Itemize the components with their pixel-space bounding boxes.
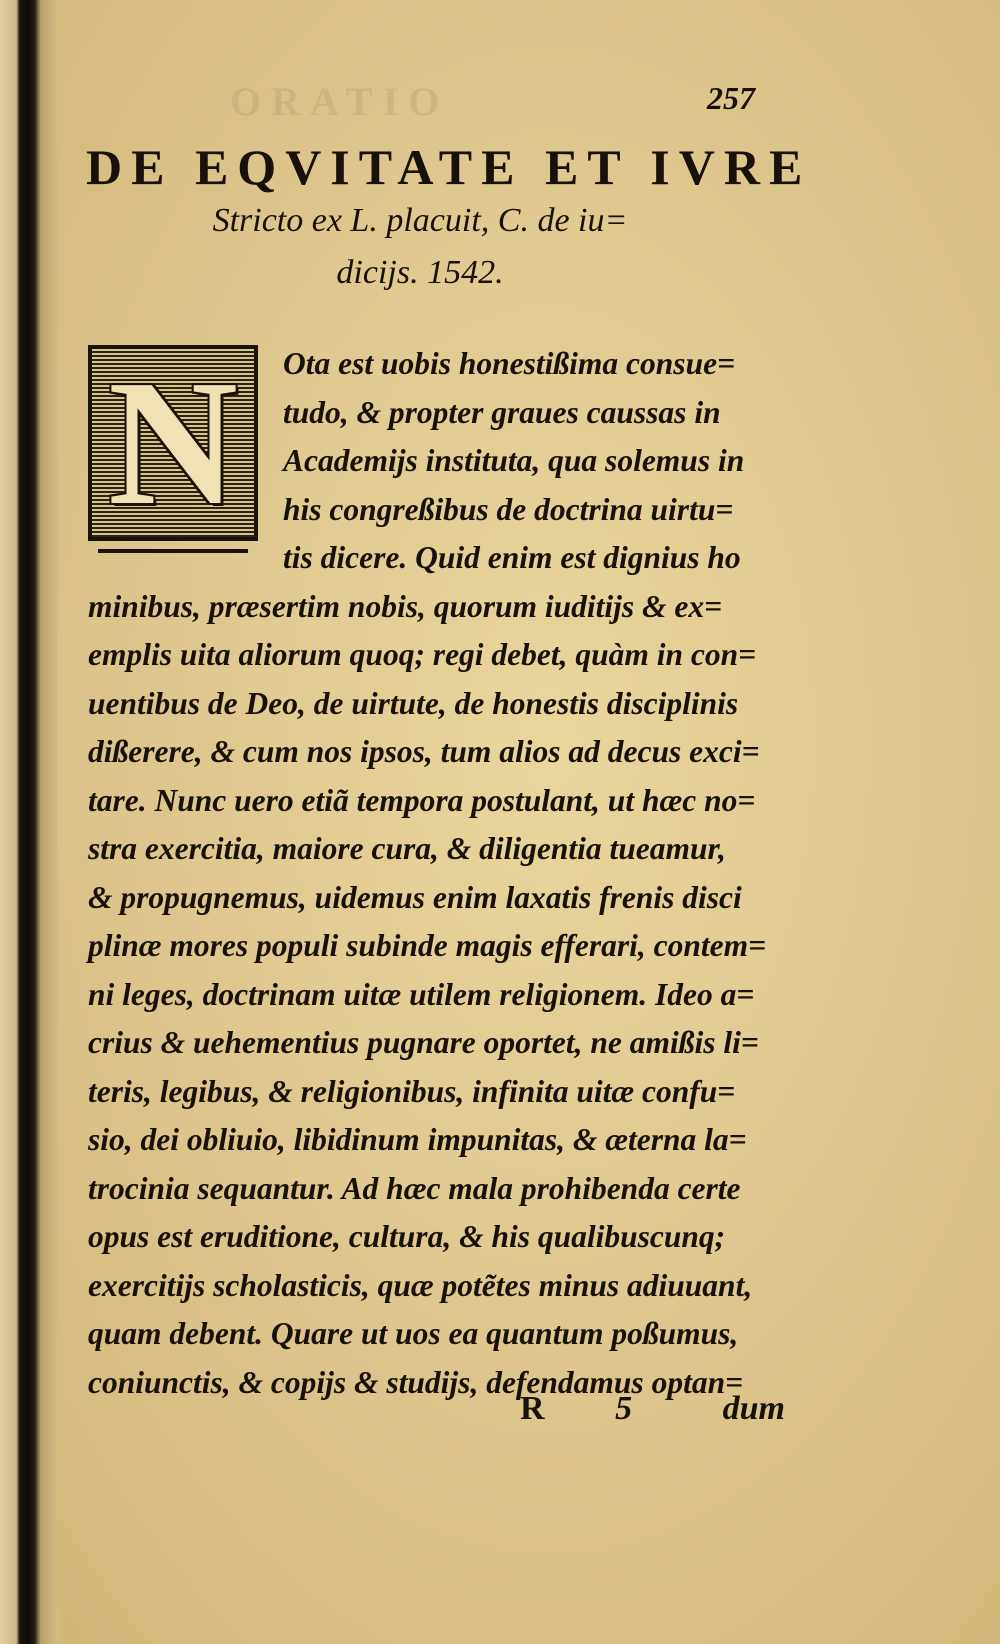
text-line: dißerere, & cum nos ipsos, tum alios ad decus exci= xyxy=(88,734,760,769)
text-line: crius & uehementius pugnare oportet, ne amißis li= xyxy=(88,1025,759,1060)
bleed-through-text: ORATIO xyxy=(230,79,450,124)
text-line: & propugnemus, uidemus enim laxatis frenis disci xyxy=(88,879,742,915)
text-line: exercitijs scholasticis, quæ potẽtes minus adiuuant, xyxy=(88,1267,753,1303)
text-line: trocinia sequantur. Ad hæc mala prohibenda certe xyxy=(88,1170,741,1206)
text-line: tudo, & propter graues caussas in xyxy=(283,394,721,430)
signature-number: 5 xyxy=(615,1390,633,1427)
text-line: Ota est uobis honestißima consue= xyxy=(283,346,736,381)
text-line: plinæ mores populi subinde magis efferari, contem= xyxy=(88,928,767,963)
page-footer xyxy=(520,1390,785,1428)
text-line: tis dicere. Quid enim est dignius ho xyxy=(283,540,741,575)
subheading-line: Stricto ex L. placuit, C. de iu= xyxy=(212,202,628,239)
text-line: Academijs instituta, qua solemus in xyxy=(283,443,745,478)
text-line: stra exercitia, maiore cura, & diligentia tueamur, xyxy=(88,831,726,866)
text-line: opus est eruditione, cultura, & his qualibuscunq; xyxy=(88,1219,726,1254)
text-line: uentibus de Deo, de uirtute, de honestis disciplinis xyxy=(88,685,739,721)
text-line: sio, dei obliuio, libidinum impunitas, & æterna la= xyxy=(88,1122,747,1157)
initial-letter: N xyxy=(108,343,238,542)
text-line: teris, legibus, & religionibus, infinita uitæ confu= xyxy=(88,1073,736,1109)
text-line: tare. Nunc uero etiã tempora postulant, ut hæc no= xyxy=(88,782,756,818)
text-line: coniunctis, & copijs & studijs, defendamus optan= xyxy=(88,1364,744,1400)
text-line: emplis uita aliorum quoq; regi debet, quàm in con= xyxy=(88,637,757,672)
text-line: minibus, præsertim nobis, quorum iuditijs & ex= xyxy=(88,588,723,624)
page-number: 257 xyxy=(707,80,755,116)
book-spine-shadow xyxy=(0,0,58,1644)
catchword: dum xyxy=(722,1390,785,1427)
subheading-line: dicijs. 1542. xyxy=(336,254,504,291)
body-text xyxy=(88,340,778,1407)
page-heading: DE EQVITATE ET IVRE xyxy=(86,139,812,195)
text-line: ni leges, doctrinam uitæ utilem religionem. Ideo a= xyxy=(88,976,755,1012)
signature-mark: R xyxy=(520,1390,545,1427)
text-line: quam debent. Quare ut uos ea quantum poßumus, xyxy=(88,1316,739,1351)
page-subheading xyxy=(160,195,680,299)
text-line: his congreßibus de doctrina uirtu= xyxy=(283,491,734,527)
